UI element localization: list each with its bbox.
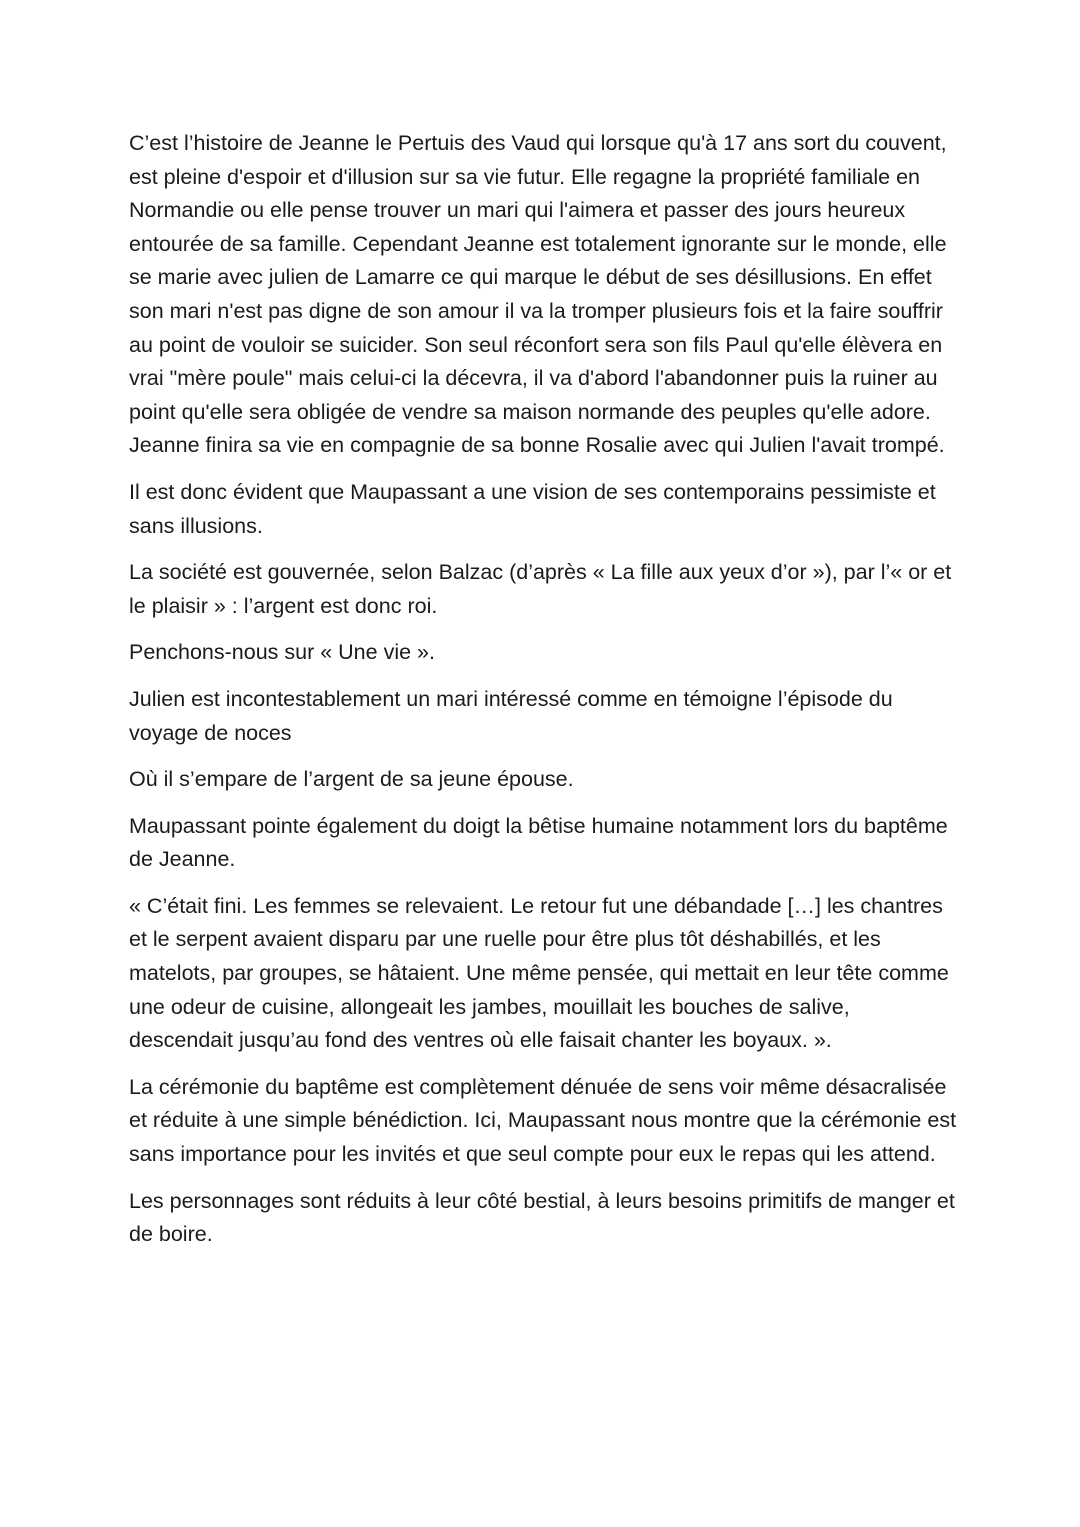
document-page [129, 127, 959, 1265]
paragraph-personnages: Les personnages sont réduits à leur côté bestial, à leurs besoins primitifs de manger et de boire. [129, 1188, 955, 1247]
paragraph-quotation: « C’était fini. Les femmes se relevaient. Le retour fut une débandade […] les chantres et le serpent avaient disparu par une ruelle pour être plus tôt déshabillés, et les matelots, par groupes, se hâtaient. Une même pensée, qui mettait en leur tête comme une odeur de cuisine, allongeait les jambes, mouillait les bouches de salive, descendait jusqu’au fond des ventres où elle faisait chanter les boyaux. ». [129, 893, 949, 1053]
paragraph-society: La société est gouvernée, selon Balzac (d’après « La fille aux yeux d’or »), par l’« or et le plaisir » : l’argent est donc roi. [129, 560, 952, 618]
paragraph-ceremonie: La cérémonie du baptême est complètement dénuée de sens voir même désacralisée et réduite à une simple bénédiction. Ici, Maupassant nous montre que la cérémonie est sans importance pour les invités et que seul compte pour eux le repas qui les attend. [129, 1074, 957, 1167]
paragraph-vision: Il est donc évident que Maupassant a une vision de ses contemporains pessimiste et sans illusions. [129, 479, 936, 538]
paragraph-argent: Où il s’empare de l’argent de sa jeune épouse. [129, 767, 574, 792]
paragraph-summary: C’est l’histoire de Jeanne le Pertuis des Vaud qui lorsque qu'à 17 ans sort du couvent, est pleine d'espoir et d'illusion sur sa vie futur. Elle regagne la propriété familiale en Normandie ou elle pense trouver un mari qui l'aimera et passer des jours heureux entourée de sa famille. Cependant Jeanne est totalement ignorante sur le monde, elle se marie avec julien de Lamarre ce qui marque le début de ses désillusions. En effet son mari n'est pas digne de son amour il va la tromper plusieurs fois et la faire souffrir au point de vouloir se suicider. Son seul réconfort sera son fils Paul qu'elle élèvera en vrai "mère poule" mais celui-ci la décevra, il va d'abord l'abandonner puis la ruiner au point qu'elle sera obligée de vendre sa maison normande des peuples qu'elle adore. Jeanne finira sa vie en compagnie de sa bonne Rosalie avec qui Julien l'avait trompé. [129, 131, 947, 458]
paragraph-une-vie: Penchons-nous sur « Une vie ». [129, 640, 435, 665]
paragraph-betise: Maupassant pointe également du doigt la bêtise humaine notamment lors du baptême de Jeanne. [129, 813, 948, 872]
paragraph-julien: Julien est incontestablement un mari intéressé comme en témoigne l’épisode du voyage de noces [129, 686, 893, 745]
